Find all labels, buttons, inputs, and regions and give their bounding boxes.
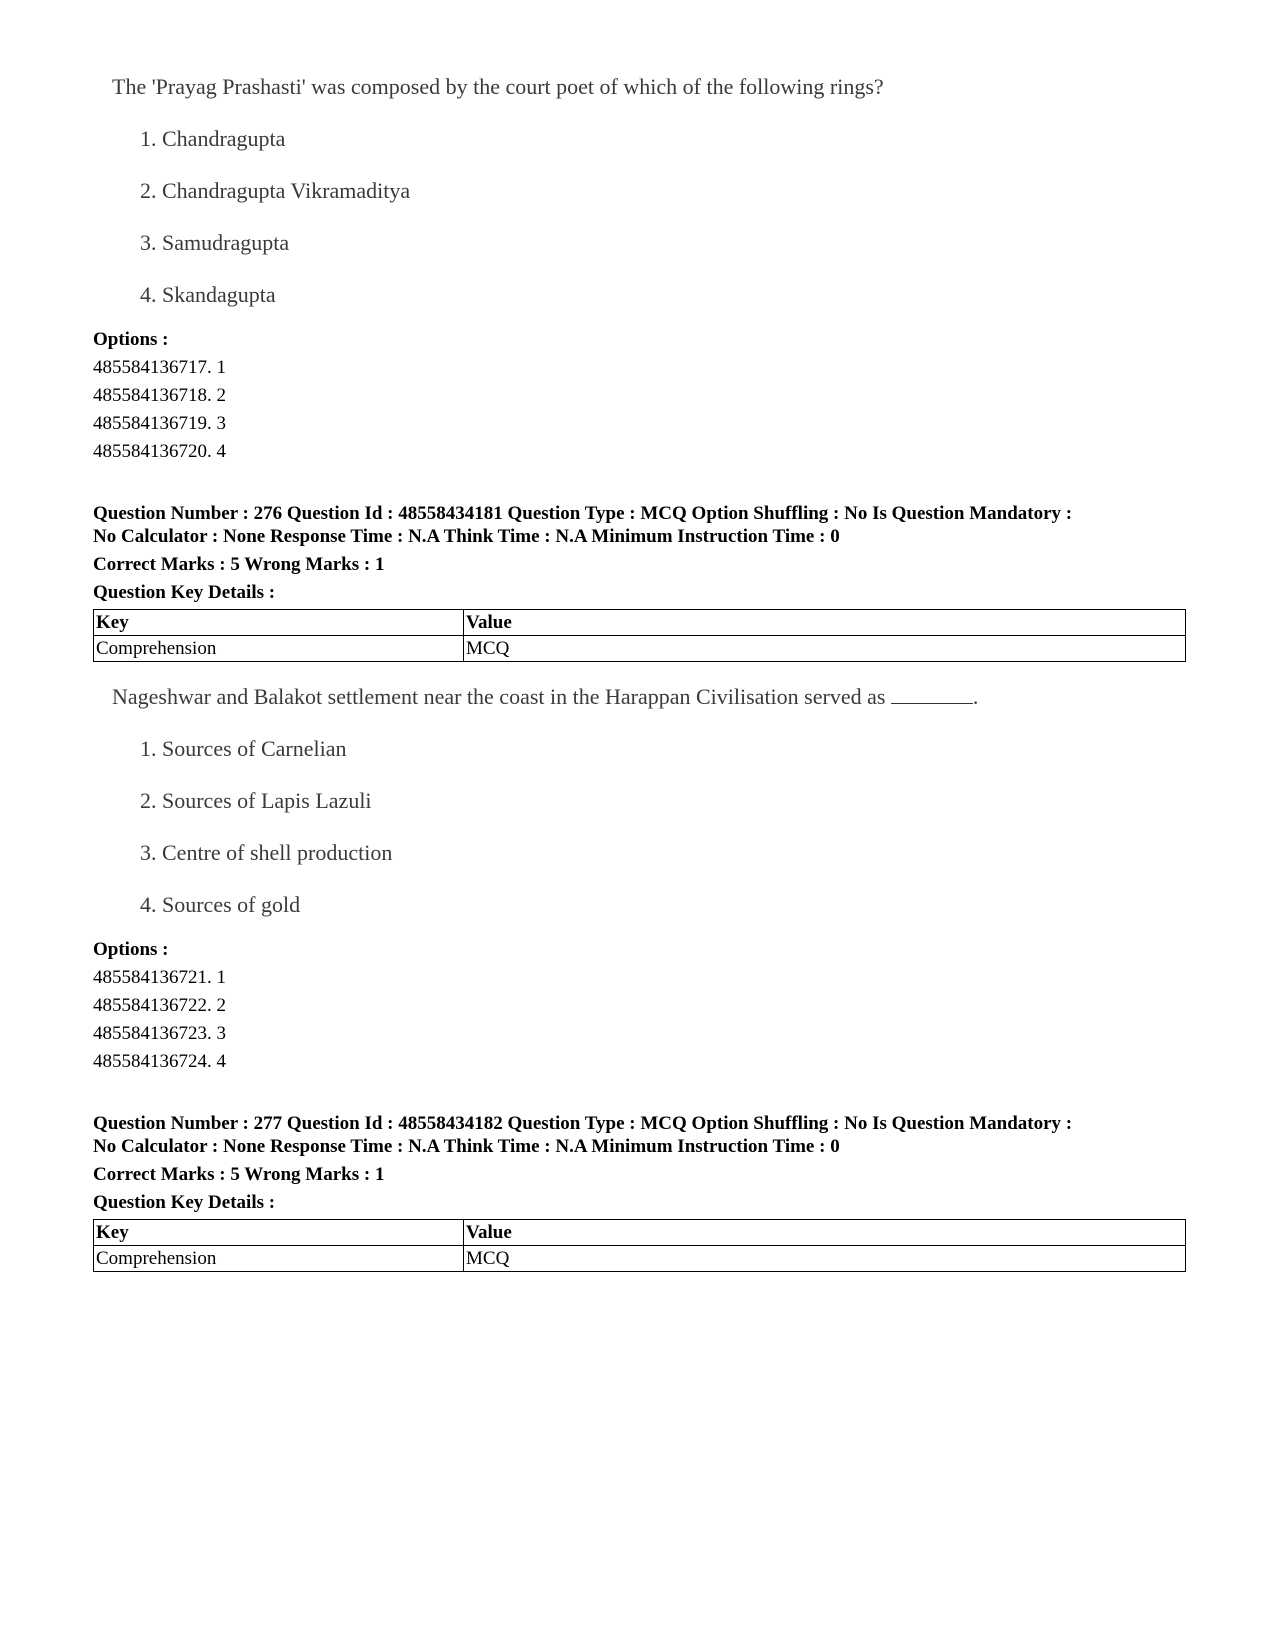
question-meta-277 (93, 1112, 1193, 1214)
option-line: 485584136724. 4 (93, 1051, 226, 1072)
meta-line: No Calculator : None Response Time : N.A Think Time : N.A Minimum Instruction Time : 0 (93, 1136, 840, 1157)
question-stem: The 'Prayag Prashasti' was composed by the court poet of which of the following rings? (112, 74, 884, 99)
table-cell: MCQ (464, 636, 1186, 662)
question-stem-end: . (972, 684, 979, 709)
table-header-cell: Key (94, 610, 464, 636)
table-header-row (94, 1220, 1186, 1246)
table-cell: MCQ (464, 1246, 1186, 1272)
option-line: 485584136720. 4 (93, 441, 226, 462)
marks-line: Correct Marks : 5 Wrong Marks : 1 (93, 1164, 385, 1185)
option-line: 485584136722. 2 (93, 995, 226, 1016)
table-row (94, 1246, 1186, 1272)
option-line: 485584136717. 1 (93, 357, 226, 378)
meta-line: Question Number : 277 Question Id : 48558434182 Question Type : MCQ Option Shuffling : No Is Question Mandatory : (93, 1113, 1073, 1134)
option-line: 485584136723. 3 (93, 1023, 226, 1044)
key-details-table (93, 1219, 1186, 1272)
table-header-row (94, 610, 1186, 636)
choice-item: 1. Chandragupta (140, 126, 286, 151)
choice-item: 4. Sources of gold (140, 892, 301, 917)
option-line: 485584136719. 3 (93, 413, 226, 434)
option-line: 485584136718. 2 (93, 385, 226, 406)
table-header-cell: Key (94, 1220, 464, 1246)
choice-item: 4. Skandagupta (140, 282, 276, 307)
options-label: Options : (93, 329, 169, 350)
table-header-cell: Value (464, 610, 1186, 636)
table-cell: Comprehension (94, 636, 464, 662)
option-line: 485584136721. 1 (93, 967, 226, 988)
options-block-1 (93, 326, 226, 466)
options-label: Options : (93, 939, 169, 960)
question-meta-276 (93, 502, 1193, 604)
choice-item: 1. Sources of Carnelian (140, 736, 347, 761)
choice-item: 2. Chandragupta Vikramaditya (140, 178, 411, 203)
key-details-table (93, 609, 1186, 662)
meta-line: No Calculator : None Response Time : N.A Think Time : N.A Minimum Instruction Time : 0 (93, 526, 840, 547)
choice-item: 3. Centre of shell production (140, 840, 393, 865)
table-row (94, 636, 1186, 662)
table-cell: Comprehension (94, 1246, 464, 1272)
question-stem-text: Nageshwar and Balakot settlement near the coast in the Harappan Civilisation served as (112, 684, 886, 709)
question-stem (112, 684, 978, 710)
choice-item: 3. Samudragupta (140, 230, 290, 255)
key-details-label: Question Key Details : (93, 1192, 276, 1213)
table-header-cell: Value (464, 1220, 1186, 1246)
marks-line: Correct Marks : 5 Wrong Marks : 1 (93, 554, 385, 575)
options-block-2 (93, 936, 226, 1076)
meta-line: Question Number : 276 Question Id : 48558434181 Question Type : MCQ Option Shuffling : No Is Question Mandatory : (93, 503, 1073, 524)
answer-blank (891, 685, 973, 704)
choice-item: 2. Sources of Lapis Lazuli (140, 788, 372, 813)
key-details-label: Question Key Details : (93, 582, 276, 603)
